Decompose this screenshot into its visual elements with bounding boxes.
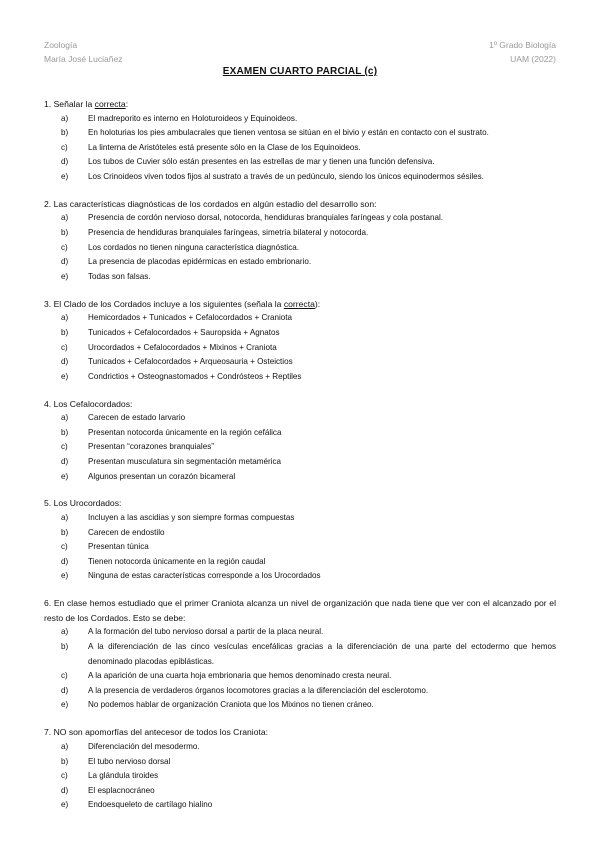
option-letter: e) [61,371,69,381]
question-text: En clase hemos estudiado que el primer Craniota alcanza un nivel de organización que nada tiene que ver con el alcanzado por el resto de los Cordados. Esto se debe: [44,598,556,623]
option-letter: e) [61,800,69,810]
option-text: El tubo nervioso dorsal [88,756,171,766]
option-text: La glándula tiroides [88,771,159,781]
option-text: Condrictios + Osteognastomados + Condrósteos + Reptiles [88,371,302,381]
option-text: En holoturias los pies ambulacrales que tienen ventosa se sitúan en el bivio y están en contacto con el sustrato. [88,128,489,138]
answer-option [44,370,556,385]
question-2 [44,197,556,285]
option-letter: a) [61,741,69,751]
question-number: 4. [44,398,52,409]
answer-option [44,311,556,326]
option-letter: d) [61,556,69,566]
option-letter: c) [61,142,68,152]
answer-option [44,669,556,684]
option-text: Tunicados + Cefalocordados + Arqueosauria + Osteictios [88,357,293,367]
option-text: A la presencia de verdaderos órganos locomotores gracias a la diferenciación del esclerotomo. [88,685,429,695]
option-text: Todas son falsas. [88,271,151,281]
answer-option [44,740,556,755]
option-letter: b) [61,756,69,766]
answer-option [44,211,556,226]
answer-option [44,569,556,584]
answer-option [44,426,556,441]
option-text: Algunos presentan un corazón bicameral [88,471,236,481]
answer-option [44,241,556,256]
question-text: Las características diagnósticas de los cordados en algún estadio del desarrollo son: [53,198,377,209]
question-emphasis: correcta [283,298,315,309]
answer-options [44,112,556,185]
option-letter: c) [61,771,68,781]
answer-option [44,326,556,341]
question-stem [44,496,556,511]
answer-options [44,311,556,384]
answer-option [44,141,556,156]
answer-option [44,440,556,455]
option-letter: d) [61,785,69,795]
question-number: 5. [44,498,52,509]
institution-year: UAM (2022) [510,54,556,64]
option-letter: e) [61,700,69,710]
answer-option [44,684,556,699]
answer-option [44,625,556,640]
question-3 [44,297,556,385]
question-text: El Clado de los Cordados incluye a los siguientes (señala la [53,298,284,309]
option-letter: a) [61,313,69,323]
question-text-end: ): [314,298,321,309]
option-letter: b) [61,228,69,238]
option-letter: c) [61,342,68,352]
option-letter: e) [61,471,69,481]
answer-options [44,511,556,584]
answer-option [44,755,556,770]
option-letter: b) [61,642,69,652]
option-letter: a) [61,113,69,123]
option-letter: d) [61,257,69,267]
option-text: La linterna de Aristóteles está presente sólo en la Clase de los Equinoideos. [88,142,361,152]
option-letter: b) [61,527,69,537]
question-number: 6. [44,598,52,609]
option-letter: b) [61,327,69,337]
answer-option [44,411,556,426]
answer-option [44,555,556,570]
option-letter: d) [61,685,69,695]
option-letter: c) [61,242,68,252]
option-letter: d) [61,157,69,167]
option-letter: a) [61,413,69,423]
answer-options [44,740,556,813]
question-text: Los Cefalocordados: [53,398,133,409]
option-text: No podemos hablar de organización Craniota que los Mixinos no tienen cráneo. [88,700,374,710]
option-letter: c) [61,442,68,452]
option-text: Presentan “corazones branquiales” [88,442,214,452]
question-emphasis: correcta [94,99,126,109]
answer-option [44,470,556,485]
answer-option [44,270,556,285]
question-text: NO son apomorfías del antecesor de todos los Craniota: [53,727,269,738]
question-6 [44,596,556,713]
option-text: Endoesqueleto de cartílago hialino [88,800,213,810]
degree-label: 1º Grado Biología [489,40,556,50]
answer-option [44,798,556,813]
answer-option [44,640,556,669]
question-stem [44,297,556,312]
answer-options [44,211,556,284]
option-text: Los tubos de Cuvier sólo están presentes en las estrellas de mar y tienen una función defensiva. [88,157,435,167]
option-letter: e) [61,171,69,181]
option-letter: a) [61,513,69,523]
option-letter: b) [61,128,69,138]
answer-options [44,411,556,484]
option-letter: c) [61,542,68,552]
answer-option [44,784,556,799]
option-text: Diferenciación del mesodermo. [88,741,200,751]
course-name: Zoología [44,40,78,50]
question-5 [44,496,556,584]
option-text: Presencia de hendiduras branquiales faríngeas, simetría bilateral y notocorda. [88,228,369,238]
answer-option [44,526,556,541]
exam-title: EXAMEN CUARTO PARCIAL (c) [222,66,378,77]
answer-option [44,126,556,141]
question-4 [44,397,556,485]
option-text: La presencia de placodas epidérmicas en estado embrionario. [88,257,312,267]
option-letter: a) [61,627,69,637]
option-text: Ninguna de estas características corresponde a los Urocordados [88,571,321,581]
option-letter: e) [61,271,69,281]
author-name: María José Luciañez [44,54,123,64]
answer-option [44,540,556,555]
option-text: Presentan notocorda únicamente en la región cefálica [88,427,282,437]
question-1 [44,97,556,185]
option-letter: d) [61,456,69,466]
option-text: A la diferenciación de las cinco vesículas encefálicas gracias a la diferenciación de una parte del ectodermo que hemos denominado placodas epiblásticas. [88,642,556,666]
answer-option [44,170,556,185]
answer-option [44,341,556,356]
question-text-end: : [125,99,129,109]
option-text: Los Crinoideos viven todos fijos al sustrato a través de un pedúnculo, siendo los únicos equinodermos sésiles. [88,171,484,181]
option-text: Tunicados + Cefalocordados + Sauropsida + Agnatos [88,327,280,337]
option-letter: d) [61,357,69,367]
option-text: El esplacnocráneo [88,785,155,795]
option-letter: a) [61,213,69,223]
option-text: Los cordados no tienen ninguna característica diagnóstica. [88,242,300,252]
question-number: 7. [44,727,52,738]
question-stem [44,97,556,112]
exam-questions [44,97,556,825]
question-number: 1. [44,99,52,109]
answer-option [44,155,556,170]
answer-option [44,511,556,526]
option-text: Urocordados + Cefalocordados + Mixinos + Craniota [88,342,277,352]
question-text: Señalar la [53,99,95,109]
question-stem [44,397,556,412]
option-text: Carecen de estado larvario [88,413,186,423]
answer-option [44,112,556,127]
question-stem [44,197,556,212]
option-text: Presentan túnica [88,542,149,552]
option-text: Carecen de endostilo [88,527,165,537]
header-right [489,38,556,66]
option-text: Presencia de cordón nervioso dorsal, notocorda, hendiduras branquiales faríngeas y cola postanal. [88,213,443,223]
option-text: Incluyen a las ascidias y son siempre formas compuestas [88,513,295,523]
option-text: El madreporito es interno en Holoturoideos y Equinoideos. [88,113,298,123]
question-7 [44,725,556,813]
question-stem [44,725,556,740]
option-text: Tienen notocorda únicamente en la región caudal [88,556,266,566]
answer-option [44,455,556,470]
question-number: 2. [44,198,52,209]
option-letter: e) [61,571,69,581]
option-text: Presentan musculatura sin segmentación metamérica [88,456,281,466]
option-text: A la formación del tubo nervioso dorsal a partir de la placa neural. [88,627,324,637]
question-stem [44,596,556,625]
answer-option [44,698,556,713]
question-number: 3. [44,298,52,309]
answer-options [44,625,556,713]
answer-option [44,355,556,370]
option-text: A la aparición de una cuarta hoja embrionaria que hemos denominado cresta neural. [88,671,392,681]
answer-option [44,226,556,241]
header-left [44,38,122,66]
option-letter: c) [61,671,68,681]
answer-option [44,769,556,784]
option-letter: b) [61,427,69,437]
option-text: Hemicordados + Tunicados + Cefalocordados + Craniota [88,313,293,323]
question-text: Los Urocordados: [53,498,122,509]
answer-option [44,255,556,270]
